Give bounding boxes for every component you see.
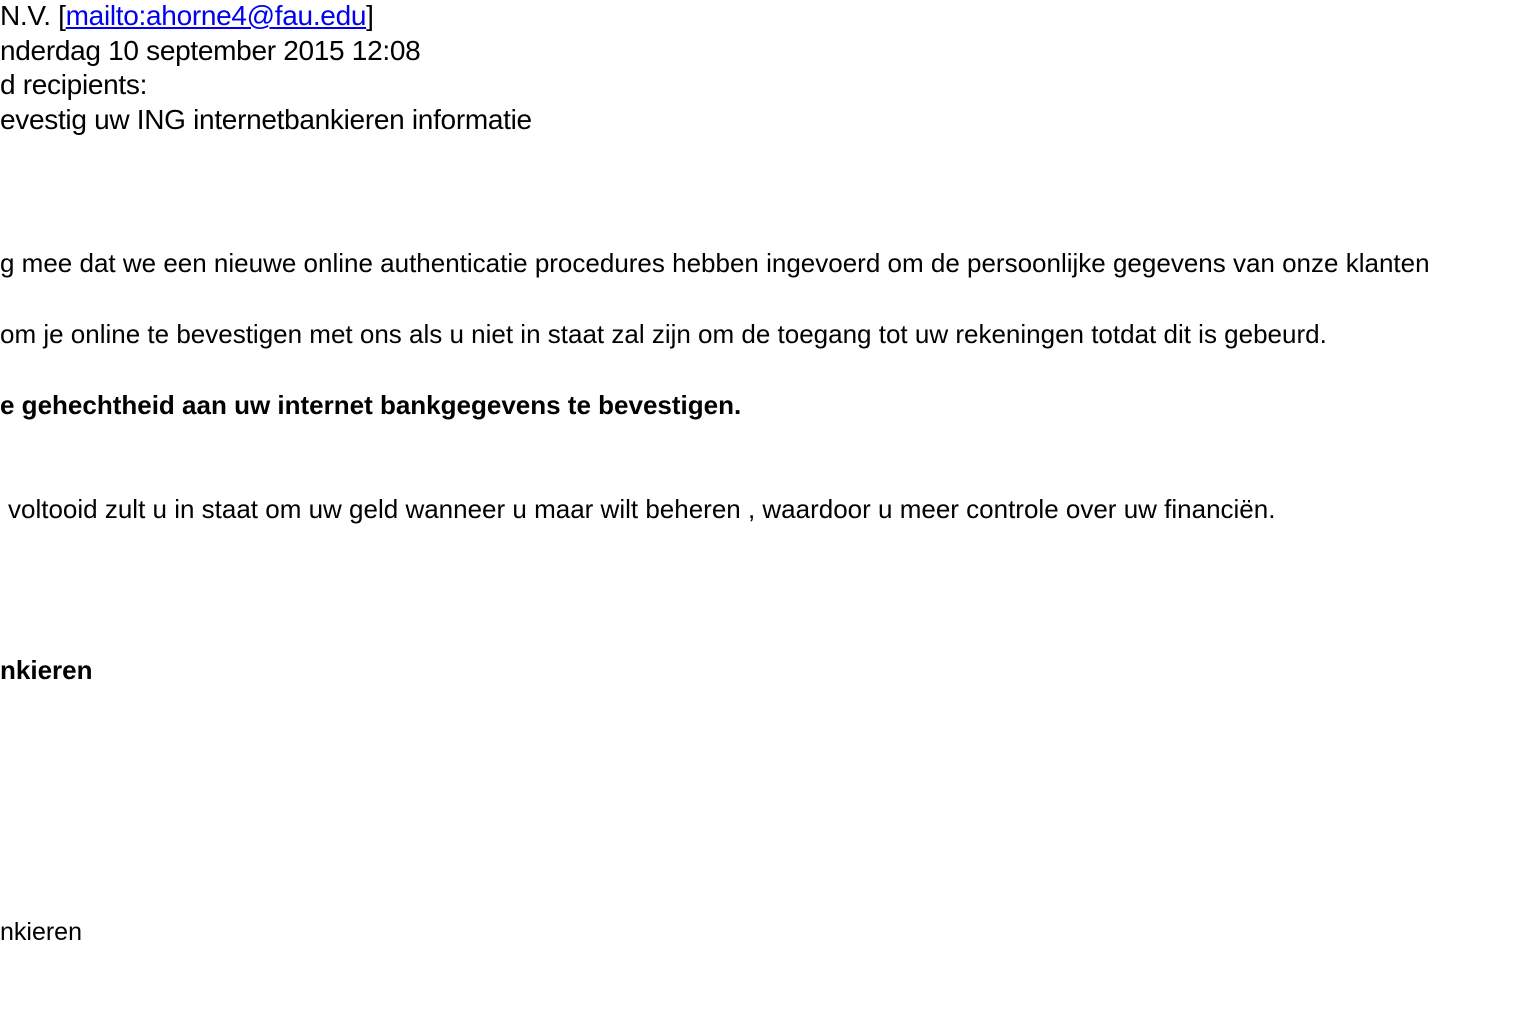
body-paragraph-4: voltooid zult u in staat om uw geld wanneer u maar wilt beheren , waardoor u meer controle over uw financiën. (8, 494, 1276, 524)
from-line (0, 0, 374, 32)
sender-email-link[interactable]: mailto:ahorne4@fau.edu (65, 0, 367, 31)
signature-bold: nkieren (0, 655, 93, 685)
subject-line: evestig uw ING internetbankieren informatie (0, 104, 532, 135)
body-paragraph-1: g mee dat we een nieuwe online authenticatie procedures hebben ingevoerd om de persoonlijke gegevens van onze klanten (0, 248, 1430, 278)
body-paragraph-2: om je online te bevestigen met ons als u niet in staat zal zijn om de toegang tot uw rekeningen totdat dit is gebeurd. (0, 319, 1327, 349)
to-line: d recipients: (0, 69, 148, 100)
sent-line: nderdag 10 september 2015 12:08 (0, 35, 421, 66)
from-suffix: ] (366, 0, 374, 31)
from-prefix: N.V. [ (0, 0, 66, 31)
body-paragraph-3: e gehechtheid aan uw internet bankgegevens te bevestigen. (0, 390, 742, 420)
signature-plain: nkieren (0, 918, 82, 946)
